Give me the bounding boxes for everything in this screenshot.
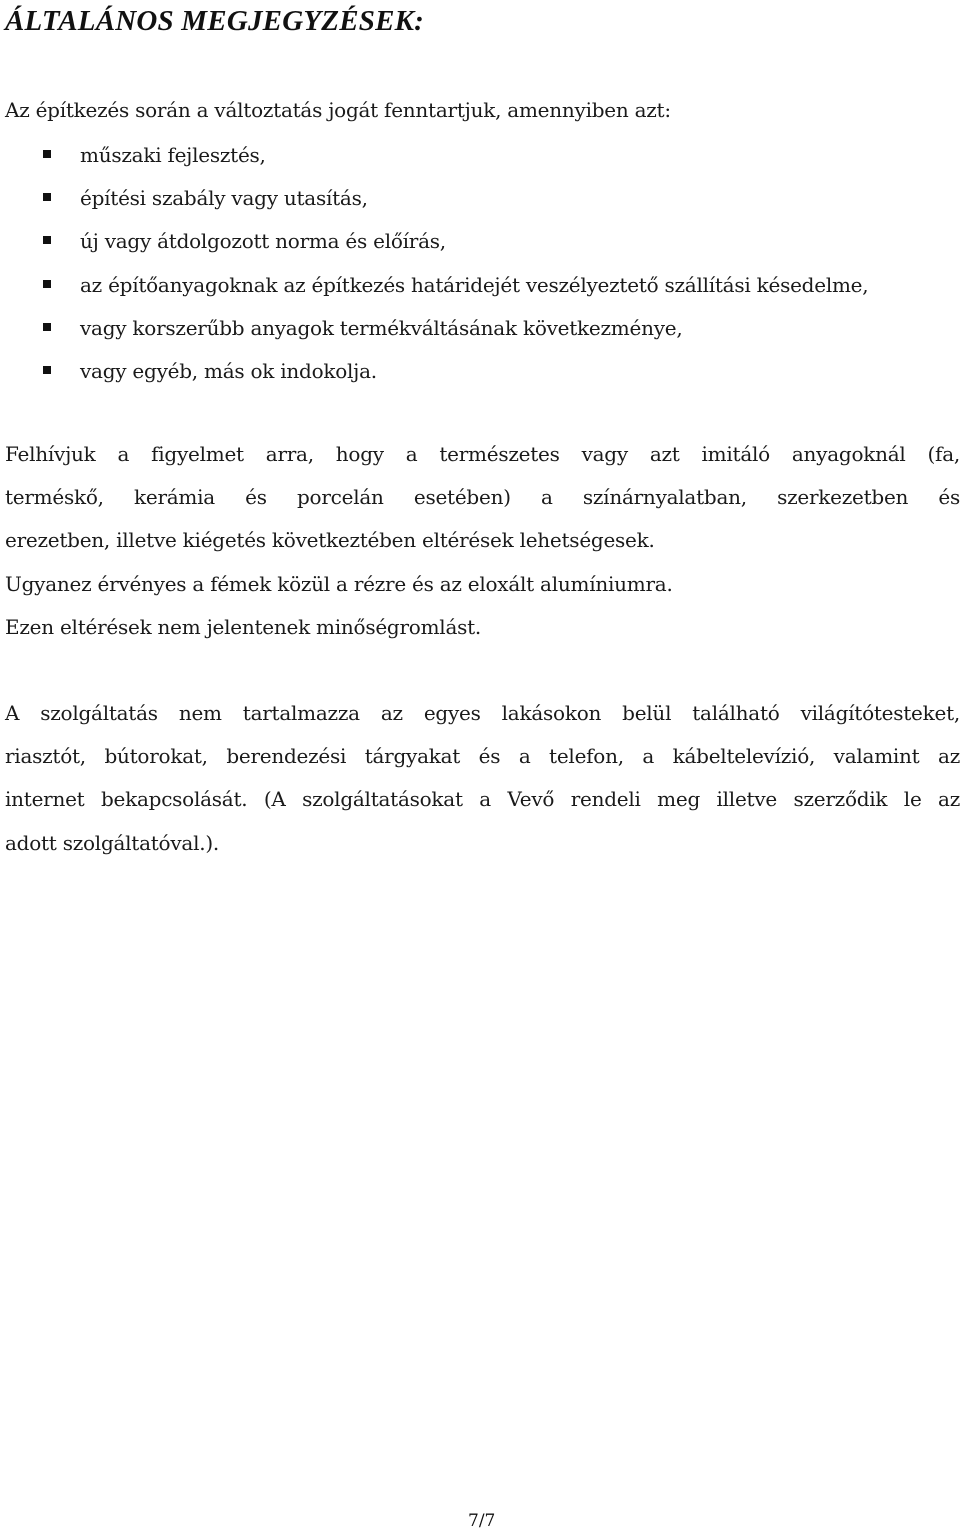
paragraph-line: adott szolgáltatóval.). [5,830,219,855]
service-exclusions-paragraph [5,692,960,865]
list-item-text: az építőanyagoknak az építkezés határidejét veszélyeztető szállítási késedelme, [80,272,869,297]
paragraph-line: Ezen eltérések nem jelentenek minőségromlást. [5,614,482,639]
square-bullet-icon [43,280,51,288]
list-item-text: vagy egyéb, más ok indokolja. [80,358,377,383]
paragraph-line: erezetben, illetve kiégetés következtében eltérések lehetségesek. [5,528,655,553]
square-bullet-icon [43,366,51,374]
list-item [5,314,868,357]
square-bullet-icon [43,236,51,244]
list-item-text: új vagy átdolgozott norma és előírás, [80,229,446,254]
paragraph-line: A szolgáltatás nem tartalmazza az egyes lakásokon belül található világítótesteket, [5,701,960,725]
list-item [5,184,868,227]
list-item-text: vagy korszerűbb anyagok termékváltásának következménye, [80,315,683,340]
list-item-text: műszaki fejlesztés, [80,143,266,167]
square-bullet-icon [43,323,51,331]
square-bullet-icon [43,193,51,201]
material-variation-paragraph [5,433,960,649]
page-number: 7/7 [468,1511,496,1531]
square-bullet-icon [43,150,51,158]
paragraph-line: terméskő, kerámia és porcelán esetében) a színárnyalatban, szerkezetben és [5,485,960,510]
list-item [5,271,868,314]
list-item [5,141,868,184]
paragraph-line: Ugyanez érvényes a fémek közül a rézre és az eloxált alumíniumra. [5,571,673,596]
list-item [5,357,868,400]
paragraph-line: Felhívjuk a figyelmet arra, hogy a természetes vagy azt imitáló anyagoknál (fa, [5,442,960,466]
list-item-text: építési szabály vagy utasítás, [80,186,368,211]
list-item [5,227,868,270]
intro-text: Az építkezés során a változtatás jogát fenntartjuk, amennyiben azt: [5,98,671,122]
paragraph-line: internet bekapcsolását. (A szolgáltatásokat a Vevő rendeli meg illetve szerződik le az [5,787,960,812]
page-title: ÁLTALÁNOS MEGJEGYZÉSEK: [5,5,425,37]
change-reasons-list [5,141,868,400]
paragraph-line: riasztót, bútorokat, berendezési tárgyakat és a telefon, a kábeltelevízió, valamint az [5,744,960,769]
